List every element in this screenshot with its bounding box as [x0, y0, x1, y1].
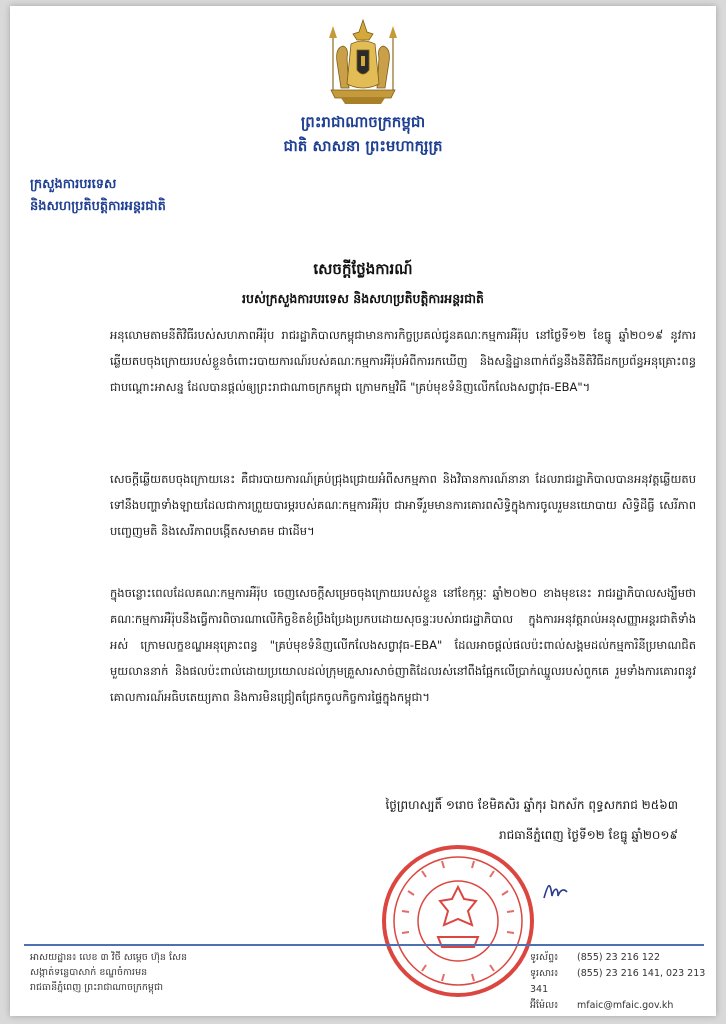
paragraph-1: [110, 322, 696, 400]
official-seal-icon: [378, 841, 538, 1001]
paragraph-2: [110, 466, 696, 544]
fax-row: [530, 966, 716, 998]
paragraph-3: [110, 580, 696, 710]
paragraph-text: សេចក្តីឆ្លើយតបចុងក្រោយនេះ គឺជារបាយការណ៍គ្រប់ជ្រុងជ្រោយអំពីសកម្មភាព និងវិធានការណ៍នានា ដែលរាជរដ្ឋាភិបាលបានអនុវត្តឆ្លើយតបទៅនឹងបញ្ហាទាំងឡាយដែលជាការព្រួយបារម្ភរបស់គណៈកម្មការអឺរ៉ុប ជាអាទិ៍រួមមានការគោរពសិទ្ធិក្នុងការចូលរួមនយោបាយ សិទ្ធិដីធ្លី សេរីភាពបញ្ចេញមតិ និងសេរីភាពបង្កើតសមាគម ជាដើម។: [110, 472, 696, 538]
phone-row: [530, 950, 716, 966]
solar-date: រាជធានីភ្នំពេញ ថ្ងៃទី១២ ខែធ្នូ ឆ្នាំ២០១៩: [498, 828, 678, 842]
phone-number: (855) 23 216 122: [577, 952, 660, 963]
lunar-date: ថ្ងៃព្រហស្បតិ៍ ១រោច ខែមិគសិរ ឆ្នាំកុរ ឯកស័ក ពុទ្ធសករាជ ២៥៦៣: [385, 798, 678, 812]
footer-divider: [24, 944, 704, 946]
fax-label: ទូរសារ៖: [530, 968, 559, 979]
footer-contacts: [530, 950, 716, 1014]
royal-coat-of-arms-icon: [323, 18, 403, 106]
ministry-name: [30, 174, 166, 218]
phone-label: ទូរស័ព្ទ៖: [530, 952, 559, 963]
national-motto: ជាតិ សាសនា ព្រះមហាក្សត្រ: [283, 137, 443, 155]
signature-icon: [540, 874, 570, 904]
kingdom-header: [10, 110, 716, 158]
ministry-line-1: ក្រសួងការបរទេស: [30, 177, 117, 192]
ministry-line-2: និងសហប្រតិបត្តិការអន្តរជាតិ: [30, 199, 166, 214]
document-page: [10, 6, 716, 1016]
statement-subtitle: របស់ក្រសួងការបរទេស និងសហប្រតិបត្តិការអន្តរជាតិ: [242, 291, 484, 306]
address-line-3: រាជធានីភ្នំពេញ ព្រះរាជាណាចក្រកម្ពុជា: [30, 982, 163, 993]
fax-number: (855) 23 216 141, 023 213 341: [530, 968, 706, 995]
statement-title: សេចក្តីថ្លែងការណ៍: [313, 260, 413, 278]
email-label: អ៊ីម៉ែល៖: [530, 1000, 559, 1011]
address-line-2: សង្កាត់ទន្លេបាសាក់ ខណ្ឌចំការមន: [30, 967, 148, 978]
footer-address: [30, 950, 187, 995]
paragraph-text: ក្នុងចន្លោះពេលដែលគណៈកម្មការអឺរ៉ុប ចេញសេចក្តីសម្រេចចុងក្រោយរបស់ខ្លួន នៅខែកុម្ភៈ ឆ្នាំ២០២០ ខាងមុខនេះ រាជរដ្ឋាភិបាលសង្ឃឹមថា គណៈកម្មការអឺរ៉ុបនឹងធ្វើការពិចារណាលើកិច្ចខិតខំប្រឹងប្រែងប្រកបដោយសុចន្ទៈរបស់រាជរដ្ឋាភិបាល ក្នុងការអនុវត្តរាល់អនុសញ្ញាអន្តរជាតិទាំងអស់ ក្រោមលក្ខខណ្ឌអនុគ្រោះពន្ធ "គ្រប់មុខទំនិញលើកលែងសព្វាវុធ-EBA" ដែលអាចផ្តល់ផលប៉ះពាល់សង្គមដល់កម្មការិនីប្រមាណជិតមួយលាននាក់ និងផលប៉ះពាល់ដោយប្រយោលដល់ក្រុមគ្រួសារសាច់ញាតិដែលរស់នៅពឹងផ្អែកលើប្រាក់ឈ្នួលរបស់ពួកគេ រួមទាំងការគោរពនូវគោលការណ៍អធិបតេយ្យភាព និងការមិនជ្រៀតជ្រែកចូលកិច្ចការផ្ទៃក្នុងកម្ពុជា។: [110, 586, 696, 704]
address-line-1: អាសយដ្ឋាន៖ លេខ ៣ វិថី សម្តេច ហ៊ុន សែន: [30, 952, 188, 963]
email-address[interactable]: mfaic@mfaic.gov.kh: [577, 1000, 674, 1011]
kingdom-name: ព្រះរាជាណាចក្រកម្ពុជា: [300, 113, 426, 131]
email-row: [530, 998, 716, 1014]
paragraph-text: អនុលោមតាមនីតិវិធីរបស់សហភាពអឺរ៉ុប រាជរដ្ឋាភិបាលកម្ពុជាមានការកិច្ចប្រគល់ជូនគណៈកម្មការអឺរ៉ុប នៅថ្ងៃទី១២ ខែធ្នូ ឆ្នាំ២០១៩ នូវការឆ្លើយតបចុងក្រោយរបស់ខ្លួនចំពោះរបាយការណ៍របស់គណៈកម្មការអឺរ៉ុបអំពីការរកឃើញ និងសន្និដ្ឋានពាក់ព័ន្ធនឹងនីតិវិធីដកប្រព័ន្ធអនុគ្រោះពន្ធជាបណ្តោះអាសន្ន ដែលបានផ្តល់ឲ្យព្រះរាជាណាចក្រកម្ពុជា ក្រោមកម្មវិធី "គ្រប់មុខទំនិញលើកលែងសព្វាវុធ-EBA"។: [110, 328, 696, 394]
